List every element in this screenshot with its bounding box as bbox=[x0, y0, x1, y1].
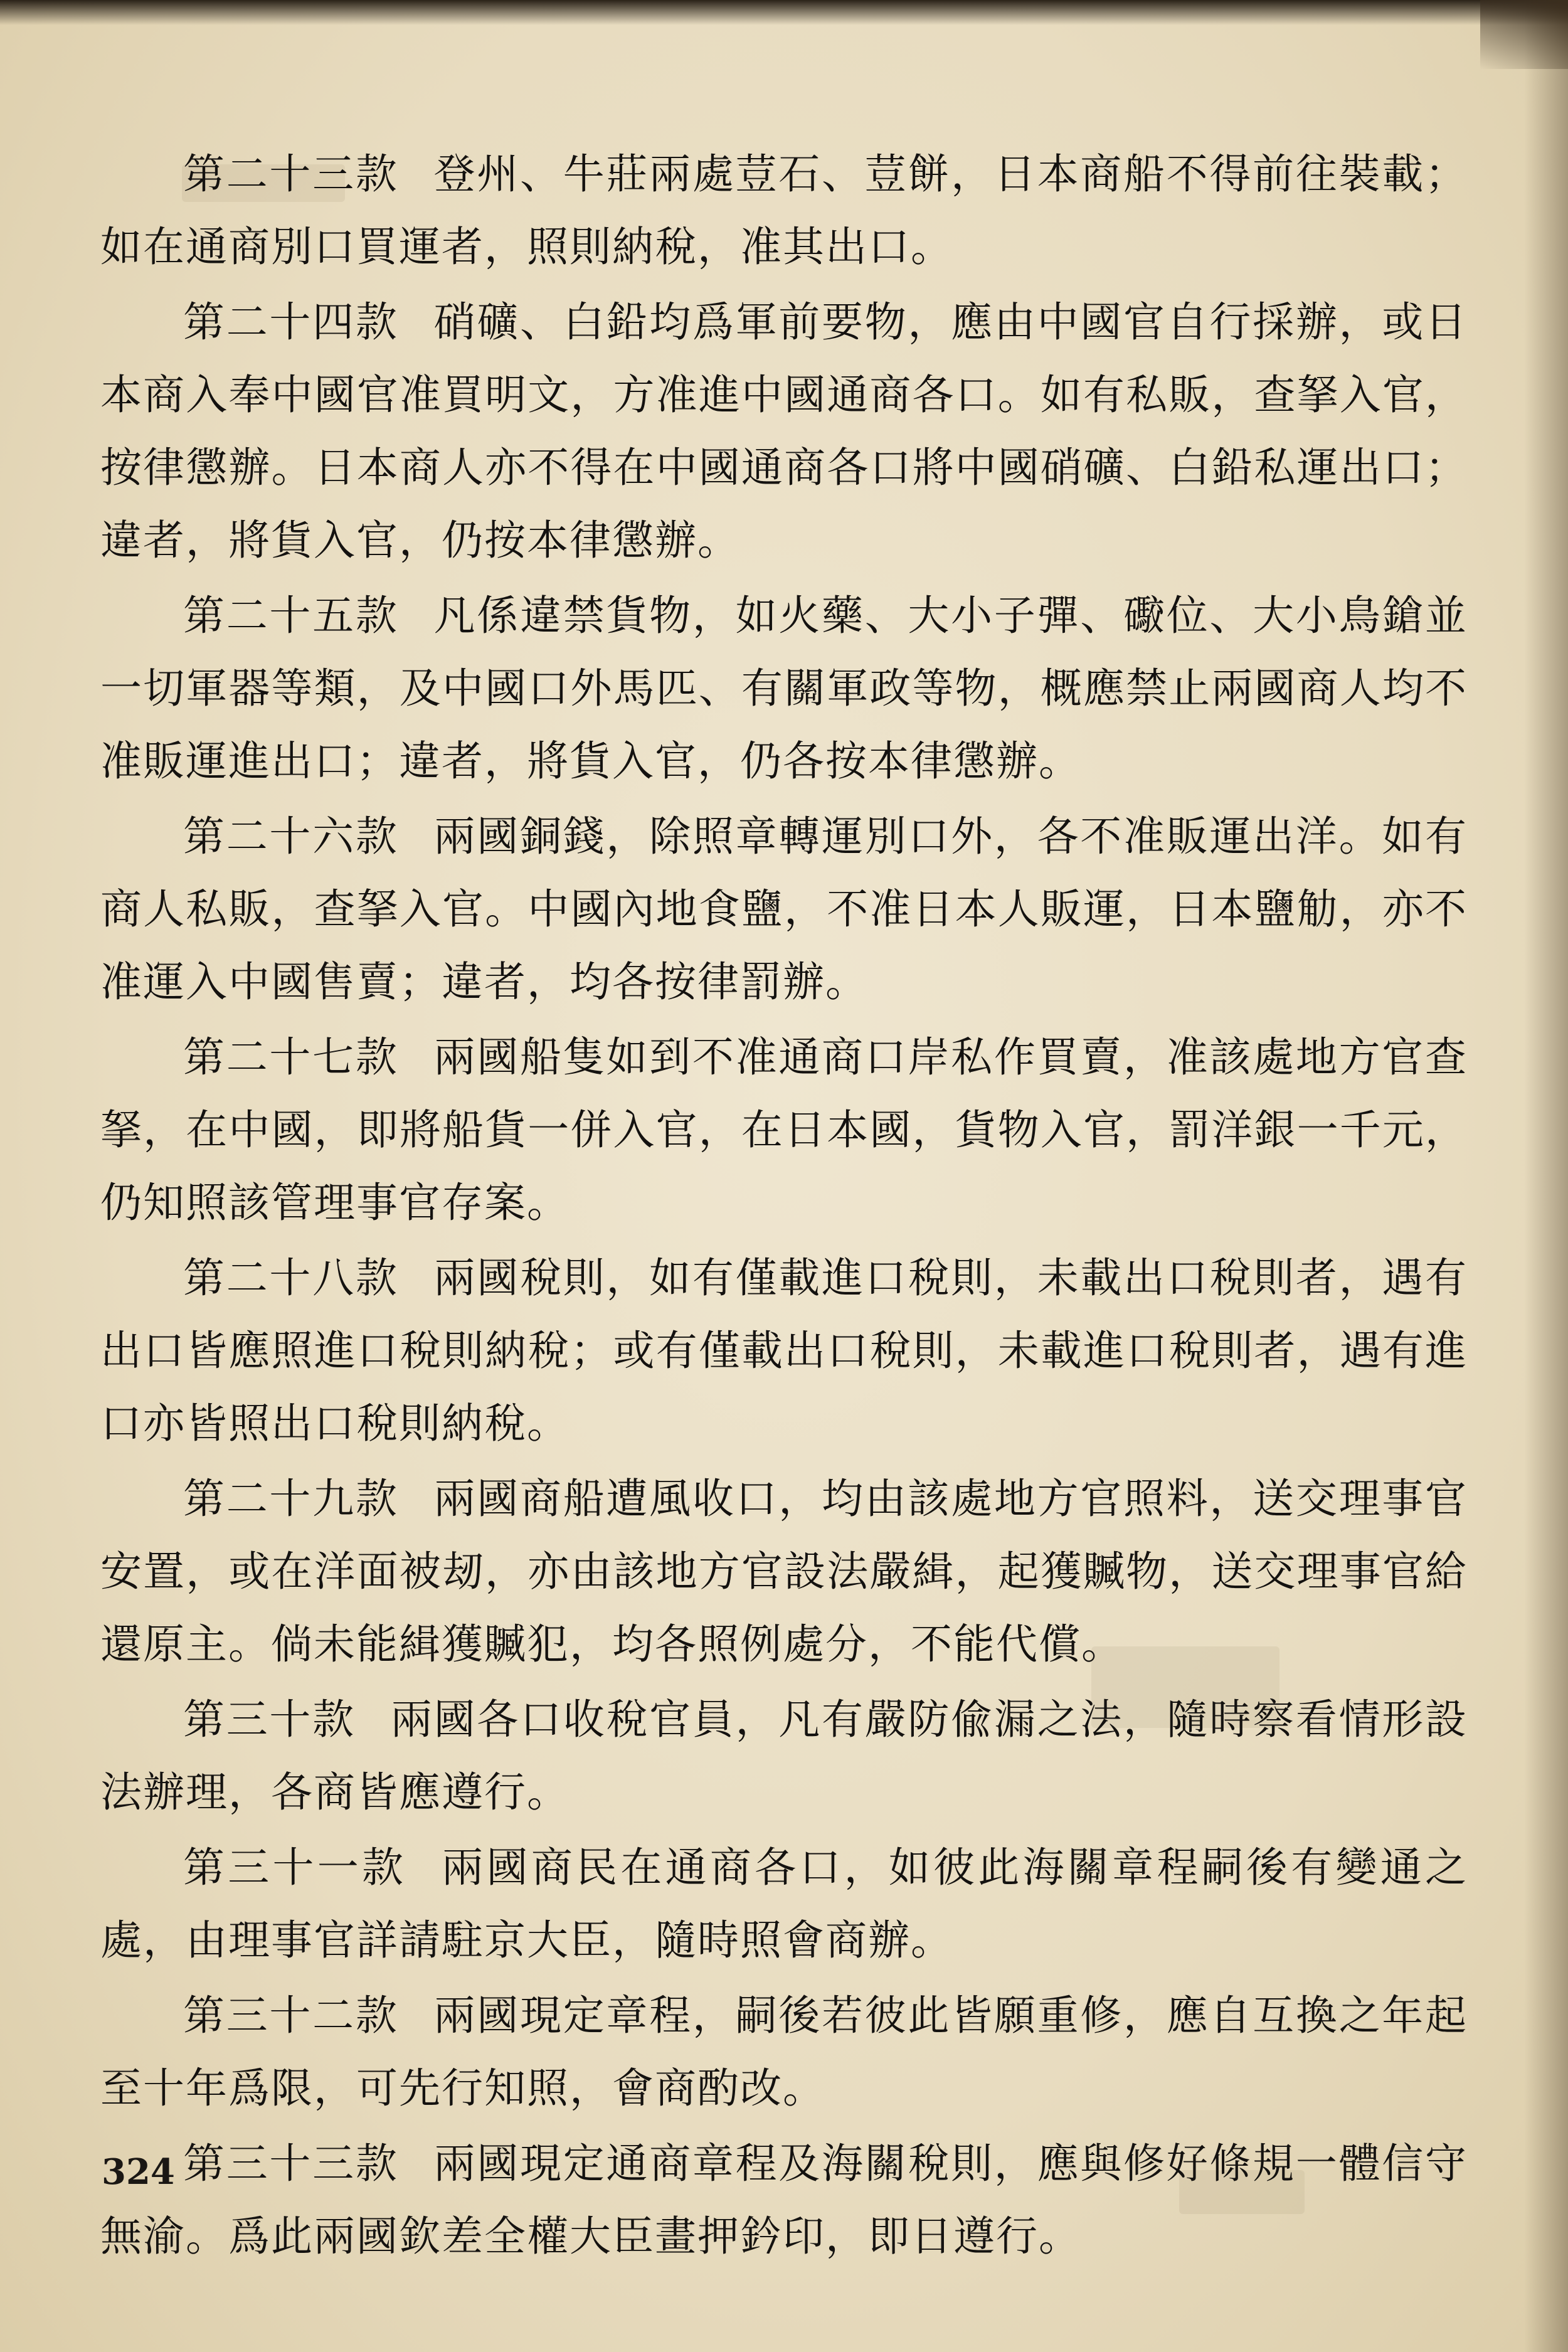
article-body: 兩國稅則，如有僅載進口稅則，未載出口稅則者，遇有出口皆應照進口稅則納稅；或有僅載出口稅則，未載進口稅則者，遇有進口亦皆照出口稅則納稅。 bbox=[100, 1254, 1468, 1448]
article-body: 兩國商民在通商各口，如彼此海關章程嗣後有變通之處，由理事官詳請駐京大臣，隨時照會商辦。 bbox=[100, 1843, 1468, 1964]
page-number: 324 bbox=[102, 2151, 175, 2193]
article-heading: 第二十七款 bbox=[183, 1033, 399, 1081]
article-30 bbox=[100, 1683, 1468, 1829]
article-heading: 第二十六款 bbox=[183, 812, 399, 861]
article-body: 兩國商船遭風收口，均由該處地方官照料，送交理事官安置，或在洋面被刼，亦由該地方官設法嚴緝，起獲贓物，送交理事官給還原主。倘未能緝獲贓犯，均各照例處分，不能代償。 bbox=[100, 1475, 1468, 1668]
article-heading: 第二十五款 bbox=[183, 591, 399, 640]
article-heading: 第二十三款 bbox=[183, 150, 399, 198]
page-binding-shadow bbox=[1524, 0, 1568, 2352]
article-23 bbox=[100, 138, 1468, 283]
article-heading: 第三十三款 bbox=[183, 2139, 399, 2188]
article-body: 兩國現定通商章程及海關稅則，應與修好條規一體信守無渝。爲此兩國欽差全權大臣畫押鈐印，即日遵行。 bbox=[100, 2139, 1468, 2260]
article-heading: 第二十四款 bbox=[183, 298, 399, 346]
article-heading: 第三十一款 bbox=[183, 1843, 407, 1892]
article-heading: 第三十二款 bbox=[183, 1991, 399, 2040]
article-body: 登州、牛莊兩處荳石、荳餅，日本商船不得前往裝載；如在通商別口買運者，照則納稅，准其出口。 bbox=[100, 150, 1468, 271]
article-body: 兩國銅錢，除照章轉運別口外，各不准販運出洋。如有商人私販，查拏入官。中國內地食鹽，不准日本人販運，日本鹽觔，亦不准運入中國售賣；違者，均各按律罰辦。 bbox=[100, 812, 1468, 1006]
article-26 bbox=[100, 800, 1468, 1019]
article-31 bbox=[100, 1831, 1468, 1977]
article-25 bbox=[100, 580, 1468, 798]
article-33 bbox=[100, 2127, 1468, 2273]
article-27 bbox=[100, 1021, 1468, 1239]
treaty-text bbox=[100, 138, 1468, 2275]
article-29 bbox=[100, 1463, 1468, 1681]
article-body: 兩國現定章程，嗣後若彼此皆願重修，應自互換之年起至十年爲限，可先行知照，會商酌改。 bbox=[100, 1991, 1468, 2112]
article-heading: 第二十九款 bbox=[183, 1475, 399, 1523]
article-heading: 第二十八款 bbox=[183, 1254, 399, 1302]
article-body: 兩國各口收稅官員，凡有嚴防偸漏之法，隨時察看情形設法辦理，各商皆應遵行。 bbox=[100, 1695, 1468, 1816]
article-32 bbox=[100, 1979, 1468, 2125]
article-body: 硝礦、白鉛均爲軍前要物，應由中國官自行採辦，或日本商入奉中國官准買明文，方准進中國通商各口。如有私販，查拏入官，按律懲辦。日本商人亦不得在中國通商各口將中國硝礦、白鉛私運出口；違者，將貨入官，仍按本律懲辦。 bbox=[100, 298, 1468, 564]
article-heading: 第三十款 bbox=[183, 1695, 356, 1744]
article-body: 兩國船隻如到不准通商口岸私作買賣，准該處地方官查拏，在中國，即將船貨一併入官，在日本國，貨物入官，罰洋銀一千元，仍知照該管理事官存案。 bbox=[100, 1033, 1468, 1227]
article-24 bbox=[100, 286, 1468, 577]
article-body: 凡係違禁貨物，如火藥、大小子彈、礮位、大小鳥鎗並一切軍器等類，及中國口外馬匹、有關軍政等物，概應禁止兩國商人均不准販運進出口；違者，將貨入官，仍各按本律懲辦。 bbox=[100, 591, 1468, 785]
article-28 bbox=[100, 1242, 1468, 1460]
page-top-edge bbox=[0, 0, 1568, 25]
